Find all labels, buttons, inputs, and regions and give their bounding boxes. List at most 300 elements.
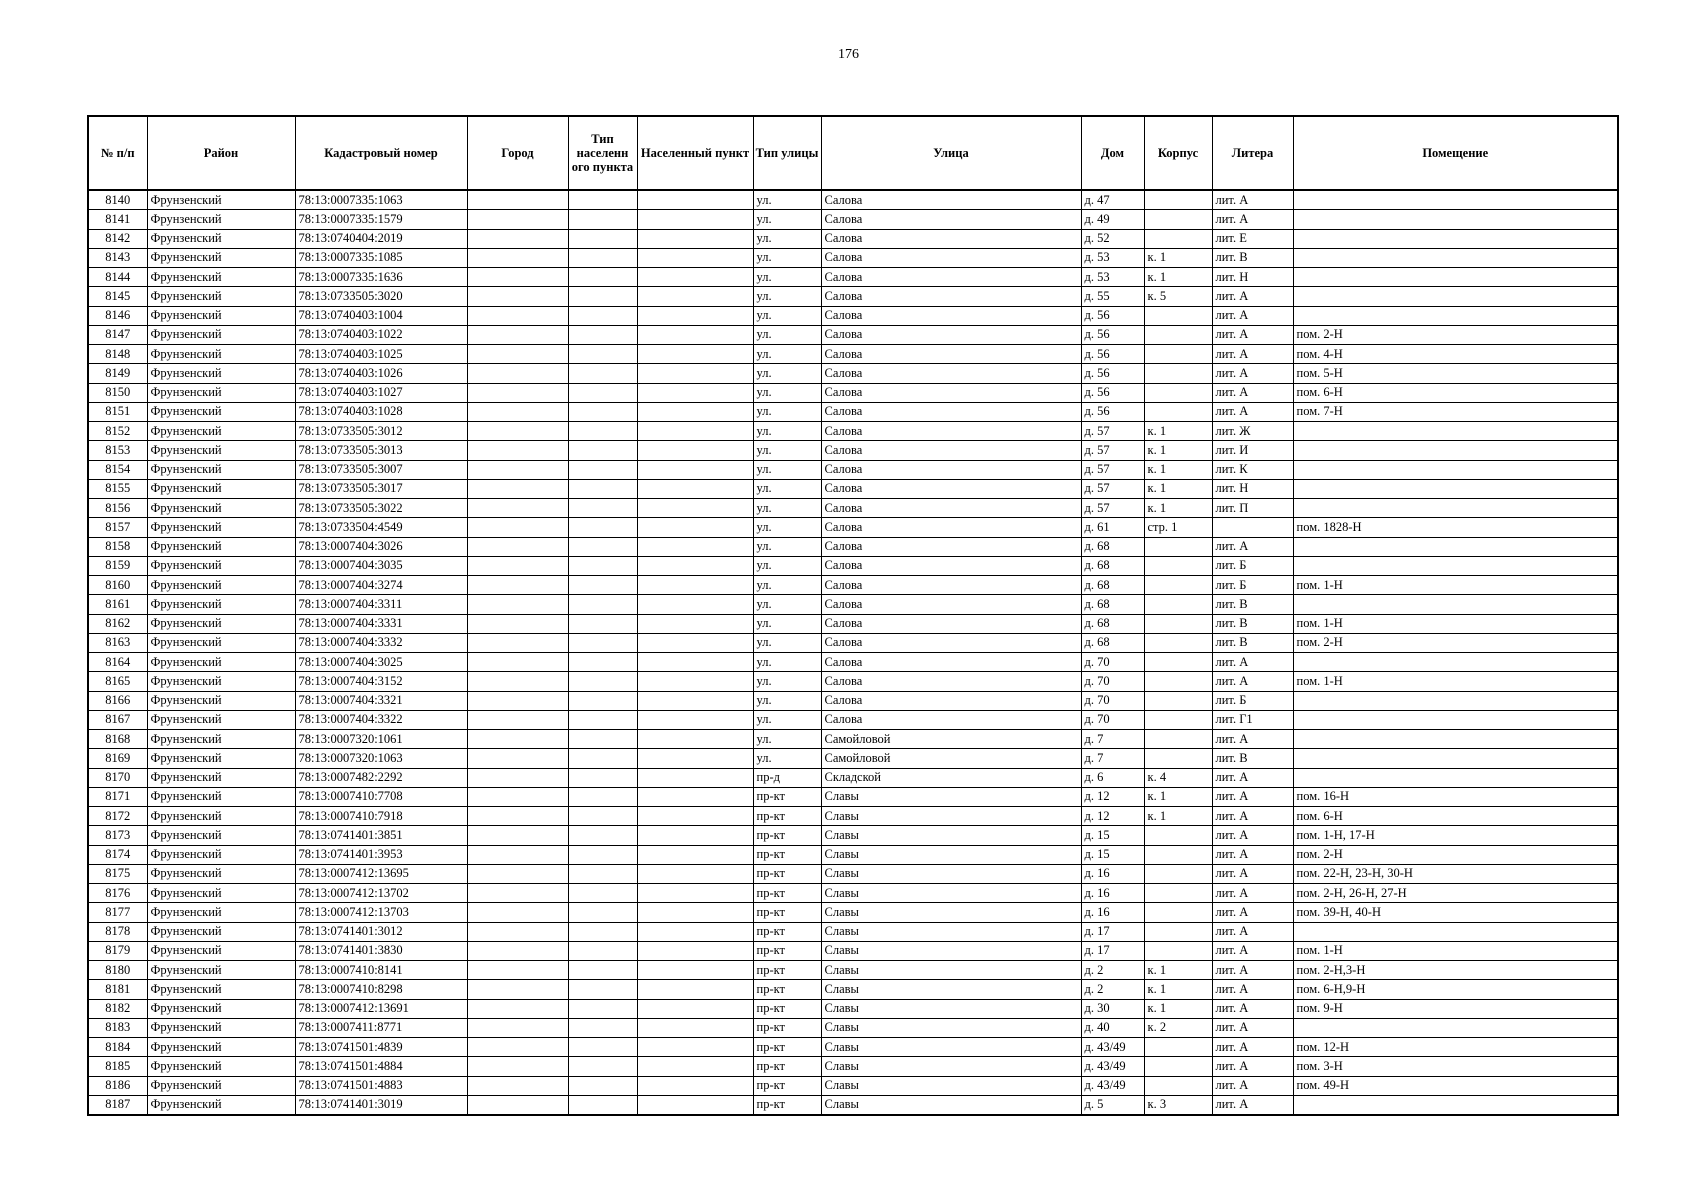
cell-settlement: [637, 422, 753, 441]
cell-building: к. 1: [1144, 787, 1212, 806]
cell-city: [467, 248, 568, 267]
cell-letter: лит. А: [1212, 306, 1293, 325]
table-row: [88, 576, 1618, 595]
cell-letter: лит. А: [1212, 1057, 1293, 1076]
cell-number: 8168: [88, 730, 147, 749]
table-row: [88, 672, 1618, 691]
cell-city: [467, 999, 568, 1018]
cell-city: [467, 787, 568, 806]
cell-street: Салова: [821, 672, 1081, 691]
cell-number: 8144: [88, 268, 147, 287]
cell-house: д. 57: [1081, 479, 1144, 498]
cell-district: Фрунзенский: [147, 499, 295, 518]
cell-settlement: [637, 903, 753, 922]
cell-premises: [1293, 499, 1618, 518]
cell-settlement: [637, 999, 753, 1018]
cell-settlement-type: [568, 556, 637, 575]
cell-street: Салова: [821, 422, 1081, 441]
cell-settlement-type: [568, 576, 637, 595]
cell-district: Фрунзенский: [147, 460, 295, 479]
cell-cadastral-number: 78:13:0007404:3321: [295, 691, 467, 710]
cell-street-type: пр-кт: [753, 787, 821, 806]
cell-street: Славы: [821, 884, 1081, 903]
cell-settlement-type: [568, 537, 637, 556]
cell-letter: лит. В: [1212, 595, 1293, 614]
cell-street: Салова: [821, 287, 1081, 306]
cell-building: к. 1: [1144, 248, 1212, 267]
cell-letter: лит. А: [1212, 1038, 1293, 1057]
table-row: [88, 460, 1618, 479]
table-row: [88, 961, 1618, 980]
cell-street-type: ул.: [753, 422, 821, 441]
cell-building: к. 1: [1144, 961, 1212, 980]
cell-building: к. 4: [1144, 768, 1212, 787]
cell-premises: пом. 2-Н: [1293, 633, 1618, 652]
cell-number: 8179: [88, 941, 147, 960]
cell-district: Фрунзенский: [147, 980, 295, 999]
cell-street-type: ул.: [753, 653, 821, 672]
cell-street: Салова: [821, 325, 1081, 344]
cell-cadastral-number: 78:13:0007404:3331: [295, 614, 467, 633]
cell-street-type: ул.: [753, 287, 821, 306]
cell-street: Салова: [821, 229, 1081, 248]
cell-number: 8149: [88, 364, 147, 383]
cell-building: [1144, 576, 1212, 595]
cell-street: Славы: [821, 845, 1081, 864]
cell-city: [467, 884, 568, 903]
cell-premises: пом. 49-Н: [1293, 1076, 1618, 1095]
cell-street: Салова: [821, 537, 1081, 556]
table-row: [88, 768, 1618, 787]
cell-premises: [1293, 556, 1618, 575]
cell-settlement-type: [568, 229, 637, 248]
cell-letter: лит. А: [1212, 672, 1293, 691]
cell-district: Фрунзенский: [147, 1095, 295, 1115]
cell-cadastral-number: 78:13:0741501:4883: [295, 1076, 467, 1095]
table-row: [88, 441, 1618, 460]
cell-building: [1144, 210, 1212, 229]
cell-street-type: ул.: [753, 499, 821, 518]
cell-premises: пом. 6-Н: [1293, 807, 1618, 826]
cell-number: 8185: [88, 1057, 147, 1076]
cell-cadastral-number: 78:13:0740403:1026: [295, 364, 467, 383]
cell-settlement-type: [568, 999, 637, 1018]
cell-number: 8143: [88, 248, 147, 267]
table-row: [88, 383, 1618, 402]
cell-street-type: пр-кт: [753, 941, 821, 960]
cell-letter: лит. К: [1212, 460, 1293, 479]
cell-premises: [1293, 287, 1618, 306]
cell-cadastral-number: 78:13:0740403:1028: [295, 402, 467, 421]
cell-settlement: [637, 383, 753, 402]
col-header-premises: Помещение: [1293, 116, 1618, 190]
cell-street-type: ул.: [753, 710, 821, 729]
cell-district: Фрунзенский: [147, 614, 295, 633]
cell-building: [1144, 402, 1212, 421]
cell-settlement: [637, 402, 753, 421]
cell-district: Фрунзенский: [147, 826, 295, 845]
cell-settlement: [637, 691, 753, 710]
cell-district: Фрунзенский: [147, 1018, 295, 1037]
cell-street-type: пр-кт: [753, 1018, 821, 1037]
table-row: [88, 537, 1618, 556]
cell-street: Салова: [821, 499, 1081, 518]
cell-street-type: ул.: [753, 402, 821, 421]
cell-street: Славы: [821, 787, 1081, 806]
cell-number: 8158: [88, 537, 147, 556]
cell-street-type: пр-кт: [753, 807, 821, 826]
cell-settlement-type: [568, 268, 637, 287]
cell-letter: лит. А: [1212, 287, 1293, 306]
cell-letter: лит. В: [1212, 614, 1293, 633]
cell-building: к. 1: [1144, 441, 1212, 460]
cell-settlement: [637, 1018, 753, 1037]
cell-settlement: [637, 653, 753, 672]
cell-settlement: [637, 980, 753, 999]
cell-city: [467, 229, 568, 248]
cell-district: Фрунзенский: [147, 749, 295, 768]
cell-settlement: [637, 710, 753, 729]
cell-letter: лит. А: [1212, 845, 1293, 864]
cell-premises: [1293, 730, 1618, 749]
cell-street-type: ул.: [753, 248, 821, 267]
cell-settlement-type: [568, 1018, 637, 1037]
cell-settlement: [637, 614, 753, 633]
cell-number: 8147: [88, 325, 147, 344]
cell-house: д. 2: [1081, 980, 1144, 999]
cell-street-type: ул.: [753, 556, 821, 575]
cell-street: Славы: [821, 807, 1081, 826]
cell-number: 8155: [88, 479, 147, 498]
col-header-number: № п/п: [88, 116, 147, 190]
cell-street: Салова: [821, 190, 1081, 210]
cell-premises: [1293, 653, 1618, 672]
cell-premises: пом. 39-Н, 40-Н: [1293, 903, 1618, 922]
cell-cadastral-number: 78:13:0733504:4549: [295, 518, 467, 537]
cell-street: Салова: [821, 614, 1081, 633]
cell-settlement-type: [568, 807, 637, 826]
cell-house: д. 12: [1081, 807, 1144, 826]
cell-district: Фрунзенский: [147, 441, 295, 460]
cell-street: Славы: [821, 826, 1081, 845]
cell-cadastral-number: 78:13:0007320:1061: [295, 730, 467, 749]
cell-premises: пом. 6-Н,9-Н: [1293, 980, 1618, 999]
cell-street-type: ул.: [753, 691, 821, 710]
cell-cadastral-number: 78:13:0741501:4884: [295, 1057, 467, 1076]
cell-street: Славы: [821, 999, 1081, 1018]
cell-letter: лит. А: [1212, 941, 1293, 960]
cell-settlement: [637, 325, 753, 344]
cell-district: Фрунзенский: [147, 402, 295, 421]
cell-letter: лит. В: [1212, 749, 1293, 768]
cell-settlement: [637, 441, 753, 460]
cell-settlement: [637, 749, 753, 768]
cell-settlement-type: [568, 422, 637, 441]
cell-settlement-type: [568, 710, 637, 729]
cell-number: 8163: [88, 633, 147, 652]
cell-street-type: ул.: [753, 229, 821, 248]
cell-settlement: [637, 922, 753, 941]
table-row: [88, 499, 1618, 518]
cell-district: Фрунзенский: [147, 210, 295, 229]
cell-number: 8162: [88, 614, 147, 633]
table-row: [88, 229, 1618, 248]
cell-settlement: [637, 730, 753, 749]
cell-letter: лит. И: [1212, 441, 1293, 460]
cell-letter: лит. А: [1212, 364, 1293, 383]
cell-house: д. 70: [1081, 710, 1144, 729]
cell-street: Салова: [821, 345, 1081, 364]
cell-house: д. 56: [1081, 364, 1144, 383]
cell-street-type: ул.: [753, 268, 821, 287]
table-row: [88, 422, 1618, 441]
table-row: [88, 903, 1618, 922]
cell-city: [467, 576, 568, 595]
cell-building: [1144, 1057, 1212, 1076]
cell-letter: лит. А: [1212, 210, 1293, 229]
cell-number: 8153: [88, 441, 147, 460]
cell-street: Славы: [821, 1018, 1081, 1037]
cell-house: д. 43/49: [1081, 1057, 1144, 1076]
cell-street-type: ул.: [753, 518, 821, 537]
cell-building: к. 2: [1144, 1018, 1212, 1037]
table-row: [88, 922, 1618, 941]
cell-city: [467, 691, 568, 710]
cell-building: [1144, 345, 1212, 364]
cell-number: 8160: [88, 576, 147, 595]
cell-cadastral-number: 78:13:0733505:3012: [295, 422, 467, 441]
cell-house: д. 17: [1081, 922, 1144, 941]
cell-city: [467, 518, 568, 537]
cell-settlement-type: [568, 1076, 637, 1095]
cell-premises: [1293, 710, 1618, 729]
cell-cadastral-number: 78:13:0733505:3017: [295, 479, 467, 498]
cell-building: стр. 1: [1144, 518, 1212, 537]
cell-premises: [1293, 537, 1618, 556]
cell-house: д. 68: [1081, 633, 1144, 652]
cell-building: [1144, 325, 1212, 344]
cell-city: [467, 653, 568, 672]
cell-district: Фрунзенский: [147, 633, 295, 652]
cell-settlement-type: [568, 306, 637, 325]
cell-district: Фрунзенский: [147, 787, 295, 806]
cell-house: д. 57: [1081, 499, 1144, 518]
cell-number: 8181: [88, 980, 147, 999]
cell-cadastral-number: 78:13:0733505:3007: [295, 460, 467, 479]
cell-city: [467, 325, 568, 344]
cell-settlement: [637, 190, 753, 210]
cell-letter: лит. А: [1212, 383, 1293, 402]
cell-building: [1144, 903, 1212, 922]
cell-settlement-type: [568, 961, 637, 980]
cell-street: Славы: [821, 864, 1081, 883]
table-row: [88, 190, 1618, 210]
cell-cadastral-number: 78:13:0740403:1027: [295, 383, 467, 402]
cell-settlement: [637, 229, 753, 248]
cell-street-type: ул.: [753, 345, 821, 364]
cell-number: 8172: [88, 807, 147, 826]
cell-building: к. 1: [1144, 268, 1212, 287]
cell-street-type: ул.: [753, 614, 821, 633]
cell-premises: [1293, 268, 1618, 287]
cell-building: [1144, 730, 1212, 749]
cell-settlement-type: [568, 653, 637, 672]
cell-street: Славы: [821, 1095, 1081, 1115]
table-row: [88, 1018, 1618, 1037]
table-row: [88, 364, 1618, 383]
cell-city: [467, 537, 568, 556]
cell-premises: пом. 7-Н: [1293, 402, 1618, 421]
cell-letter: лит. А: [1212, 190, 1293, 210]
cell-district: Фрунзенский: [147, 383, 295, 402]
cell-settlement: [637, 248, 753, 267]
cell-building: к. 1: [1144, 479, 1212, 498]
cell-street: Славы: [821, 1076, 1081, 1095]
cell-house: д. 17: [1081, 941, 1144, 960]
cell-premises: [1293, 1095, 1618, 1115]
table-row: [88, 614, 1618, 633]
cell-street: Славы: [821, 903, 1081, 922]
cell-cadastral-number: 78:13:0741501:4839: [295, 1038, 467, 1057]
cell-settlement-type: [568, 903, 637, 922]
cell-house: д. 56: [1081, 325, 1144, 344]
cell-settlement: [637, 576, 753, 595]
cell-settlement: [637, 460, 753, 479]
cell-settlement: [637, 884, 753, 903]
cell-building: [1144, 537, 1212, 556]
cell-cadastral-number: 78:13:0007335:1085: [295, 248, 467, 267]
cell-letter: лит. А: [1212, 864, 1293, 883]
cell-letter: лит. А: [1212, 980, 1293, 999]
cell-premises: пом. 16-Н: [1293, 787, 1618, 806]
cell-number: 8183: [88, 1018, 147, 1037]
cell-street-type: пр-кт: [753, 922, 821, 941]
cell-settlement-type: [568, 749, 637, 768]
cell-street-type: ул.: [753, 576, 821, 595]
cell-street-type: ул.: [753, 364, 821, 383]
cell-cadastral-number: 78:13:0007412:13703: [295, 903, 467, 922]
cell-cadastral-number: 78:13:0741401:3019: [295, 1095, 467, 1115]
cell-settlement: [637, 961, 753, 980]
cell-letter: лит. А: [1212, 961, 1293, 980]
cell-premises: пом. 3-Н: [1293, 1057, 1618, 1076]
cell-settlement: [637, 287, 753, 306]
cell-number: 8146: [88, 306, 147, 325]
cell-street-type: пр-кт: [753, 1057, 821, 1076]
cell-settlement-type: [568, 460, 637, 479]
cell-premises: пом. 5-Н: [1293, 364, 1618, 383]
cell-city: [467, 210, 568, 229]
cell-district: Фрунзенский: [147, 537, 295, 556]
table-row: [88, 1038, 1618, 1057]
cell-cadastral-number: 78:13:0007404:3322: [295, 710, 467, 729]
cell-street-type: ул.: [753, 479, 821, 498]
cell-letter: лит. А: [1212, 402, 1293, 421]
cell-settlement: [637, 1076, 753, 1095]
cell-building: [1144, 306, 1212, 325]
cell-settlement-type: [568, 884, 637, 903]
cell-settlement-type: [568, 826, 637, 845]
cell-cadastral-number: 78:13:0007412:13695: [295, 864, 467, 883]
cell-number: 8154: [88, 460, 147, 479]
cell-building: [1144, 614, 1212, 633]
cell-street: Салова: [821, 248, 1081, 267]
cell-number: 8175: [88, 864, 147, 883]
cell-premises: пом. 1-Н: [1293, 941, 1618, 960]
table-row: [88, 402, 1618, 421]
cell-cadastral-number: 78:13:0740403:1004: [295, 306, 467, 325]
cell-settlement: [637, 518, 753, 537]
cell-letter: лит. В: [1212, 633, 1293, 652]
cell-letter: [1212, 518, 1293, 537]
col-header-settlement-type: Тип населенн ого пункта: [568, 116, 637, 190]
cell-settlement-type: [568, 287, 637, 306]
cell-cadastral-number: 78:13:0741401:3012: [295, 922, 467, 941]
cell-city: [467, 306, 568, 325]
cell-city: [467, 749, 568, 768]
cell-letter: лит. Б: [1212, 691, 1293, 710]
table-row: [88, 556, 1618, 575]
cell-street: Салова: [821, 653, 1081, 672]
cell-settlement-type: [568, 691, 637, 710]
cell-number: 8182: [88, 999, 147, 1018]
cell-street: Салова: [821, 691, 1081, 710]
cell-street: Славы: [821, 980, 1081, 999]
cell-street: Салова: [821, 460, 1081, 479]
cell-street: Салова: [821, 306, 1081, 325]
cell-house: д. 57: [1081, 441, 1144, 460]
cell-street-type: ул.: [753, 730, 821, 749]
table-row: [88, 691, 1618, 710]
cell-house: д. 40: [1081, 1018, 1144, 1037]
cell-street-type: ул.: [753, 460, 821, 479]
cell-settlement: [637, 768, 753, 787]
cell-street: Салова: [821, 268, 1081, 287]
cell-number: 8171: [88, 787, 147, 806]
table-row: [88, 845, 1618, 864]
cell-premises: [1293, 441, 1618, 460]
cell-building: [1144, 653, 1212, 672]
cell-cadastral-number: 78:13:0007410:7918: [295, 807, 467, 826]
cell-house: д. 56: [1081, 345, 1144, 364]
cell-street: Славы: [821, 1057, 1081, 1076]
cell-district: Фрунзенский: [147, 961, 295, 980]
cell-house: д. 47: [1081, 190, 1144, 210]
cell-number: 8180: [88, 961, 147, 980]
cell-cadastral-number: 78:13:0007404:3274: [295, 576, 467, 595]
cell-cadastral-number: 78:13:0007404:3152: [295, 672, 467, 691]
cell-street-type: ул.: [753, 190, 821, 210]
cell-building: [1144, 633, 1212, 652]
cell-letter: лит. А: [1212, 903, 1293, 922]
page-number: 176: [838, 47, 859, 62]
cell-street-type: пр-кт: [753, 826, 821, 845]
cell-premises: [1293, 595, 1618, 614]
cell-letter: лит. Е: [1212, 229, 1293, 248]
cell-number: 8165: [88, 672, 147, 691]
cell-premises: пом. 2-Н, 26-Н, 27-Н: [1293, 884, 1618, 903]
cell-settlement: [637, 845, 753, 864]
cell-street-type: пр-д: [753, 768, 821, 787]
cell-cadastral-number: 78:13:0741401:3830: [295, 941, 467, 960]
cell-house: д. 68: [1081, 576, 1144, 595]
cell-city: [467, 268, 568, 287]
cell-settlement-type: [568, 614, 637, 633]
cell-number: 8164: [88, 653, 147, 672]
cell-number: 8176: [88, 884, 147, 903]
table-row: [88, 210, 1618, 229]
cell-city: [467, 1057, 568, 1076]
